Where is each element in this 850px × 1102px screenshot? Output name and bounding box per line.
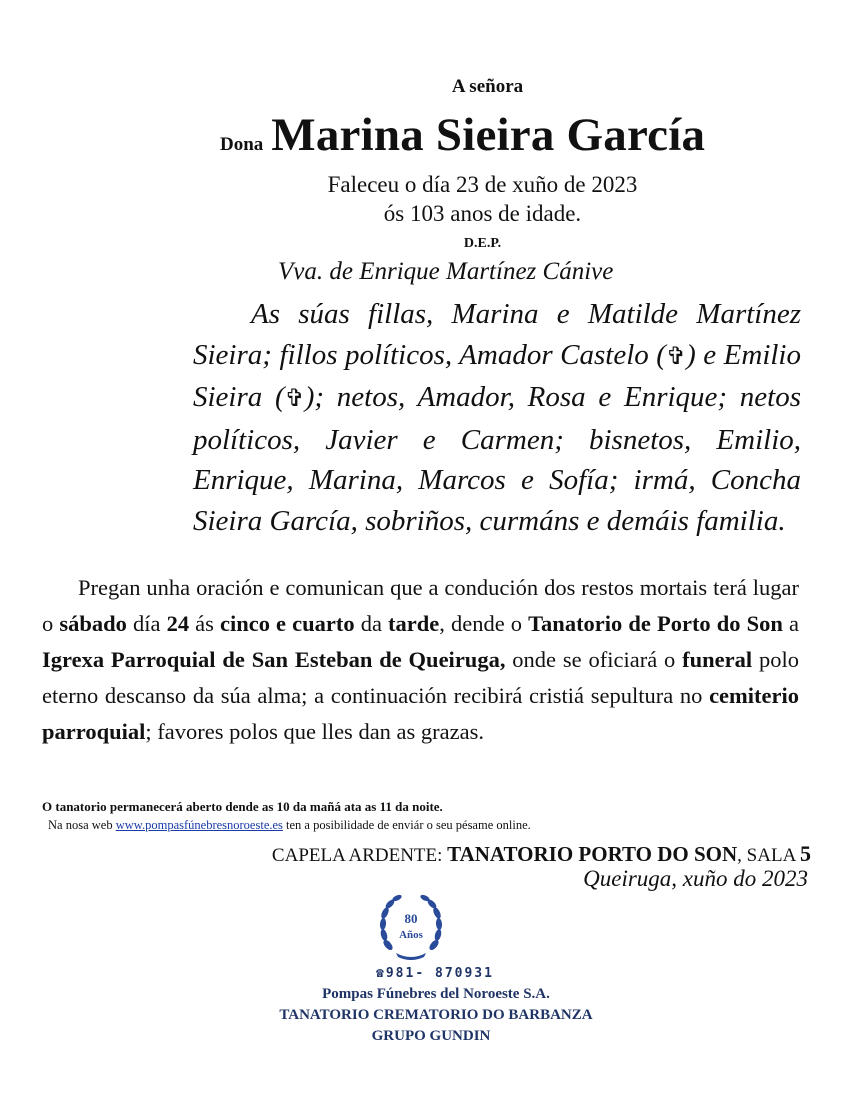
crematorium-name: TANATORIO CREMATORIO DO BARBANZA <box>279 1007 593 1023</box>
body-bold: cinco e cuarto <box>219 611 355 636</box>
family-text-3: ); netos, Amador, Rosa e Enrique; netos políticos, Javier e Carmen; bisnetos, Emilio, Enrique, Marina, Marcos e Sofía; irmá, Concha Sieira García, sobriños, curmáns e demáis familia. <box>193 381 801 537</box>
honorific: Dona <box>220 134 264 155</box>
body-bold: funeral <box>682 647 753 672</box>
chapel-room-label: , SALA <box>737 845 800 866</box>
body-text: día <box>126 611 167 636</box>
body-bold: sábado <box>59 611 127 636</box>
deceased-name: Marina Sieira García <box>271 109 706 161</box>
rip-abbrev: D.E.P. <box>463 236 502 251</box>
body-text: Pregan unha oración e comunican que a condución dos restos mortais terá lugar o <box>42 575 799 636</box>
body-text: , dende o <box>439 611 529 636</box>
body-bold: cemiterio parroquial <box>42 683 799 744</box>
body-bold: Igrexa Parroquial de San Esteban de Queiruga, <box>42 647 506 672</box>
cross-icon: ✞ <box>284 386 305 413</box>
company-name: Pompas Fúnebres del Noroeste S.A. <box>322 986 550 1002</box>
phone-number[interactable]: 981- 870931 <box>385 966 494 981</box>
logo-number: 80 <box>404 911 418 926</box>
laurel-wreath-icon <box>378 893 444 963</box>
group-name: GRUPO GUNDIN <box>371 1028 491 1044</box>
website-link[interactable]: www.pompasfúnebresnoroeste.es <box>115 818 283 832</box>
chapel-info <box>272 841 811 867</box>
chapel-label: CAPELA ARDENTE: <box>271 845 448 866</box>
logo-text: Años <box>399 929 423 941</box>
family-list <box>193 294 801 542</box>
body-bold: Tanatorio de Porto do Son <box>528 611 783 636</box>
funeral-announcement <box>42 570 799 750</box>
telephone-icon: ☎ <box>376 966 386 981</box>
salutation: A señora <box>451 76 524 97</box>
web-note-prefix: Na nosa web <box>48 818 116 832</box>
body-bold: tarde <box>388 611 440 636</box>
body-text: ; favores polos que lles dan as grazas. <box>145 719 485 744</box>
place-date: Queiruga, xuño do 2023 <box>583 866 808 891</box>
family-text-2: ) e Emilio Sieira ( <box>193 338 801 414</box>
widow-of: Vva. de Enrique Martínez Cánive <box>278 258 614 285</box>
chapel-place: TANATORIO PORTO DO SON <box>447 842 738 866</box>
deceased-name-line <box>220 108 705 162</box>
body-text: ás <box>189 611 220 636</box>
body-text: onde se oficiará o <box>505 647 683 672</box>
web-note-suffix: ten a posibilidade de enviár o seu pésame online. <box>282 818 531 832</box>
body-text: polo eterno descanso da súa alma; a continuación recibirá cristiá sepultura no <box>42 647 799 708</box>
opening-hours-note: O tanatorio permanecerá aberto dende as 10 da mañá ata as 11 da noite. <box>42 799 443 814</box>
chapel-room-number: 5 <box>800 841 811 866</box>
family-text-1: As súas fillas, Marina e Matilde Martínez Sieira; fillos políticos, Amador Castelo ( <box>193 298 801 371</box>
body-bold: 24 <box>166 611 190 636</box>
web-note <box>48 818 531 833</box>
body-text: a <box>782 611 799 636</box>
body-text: da <box>354 611 389 636</box>
death-date: Faleceu o día 23 de xuño de 2023 <box>327 172 638 197</box>
anniversary-logo <box>378 893 444 963</box>
phone-line <box>0 966 850 981</box>
age-at-death: ós 103 anos de idade. <box>383 201 582 226</box>
cross-icon: ✞ <box>665 343 687 370</box>
